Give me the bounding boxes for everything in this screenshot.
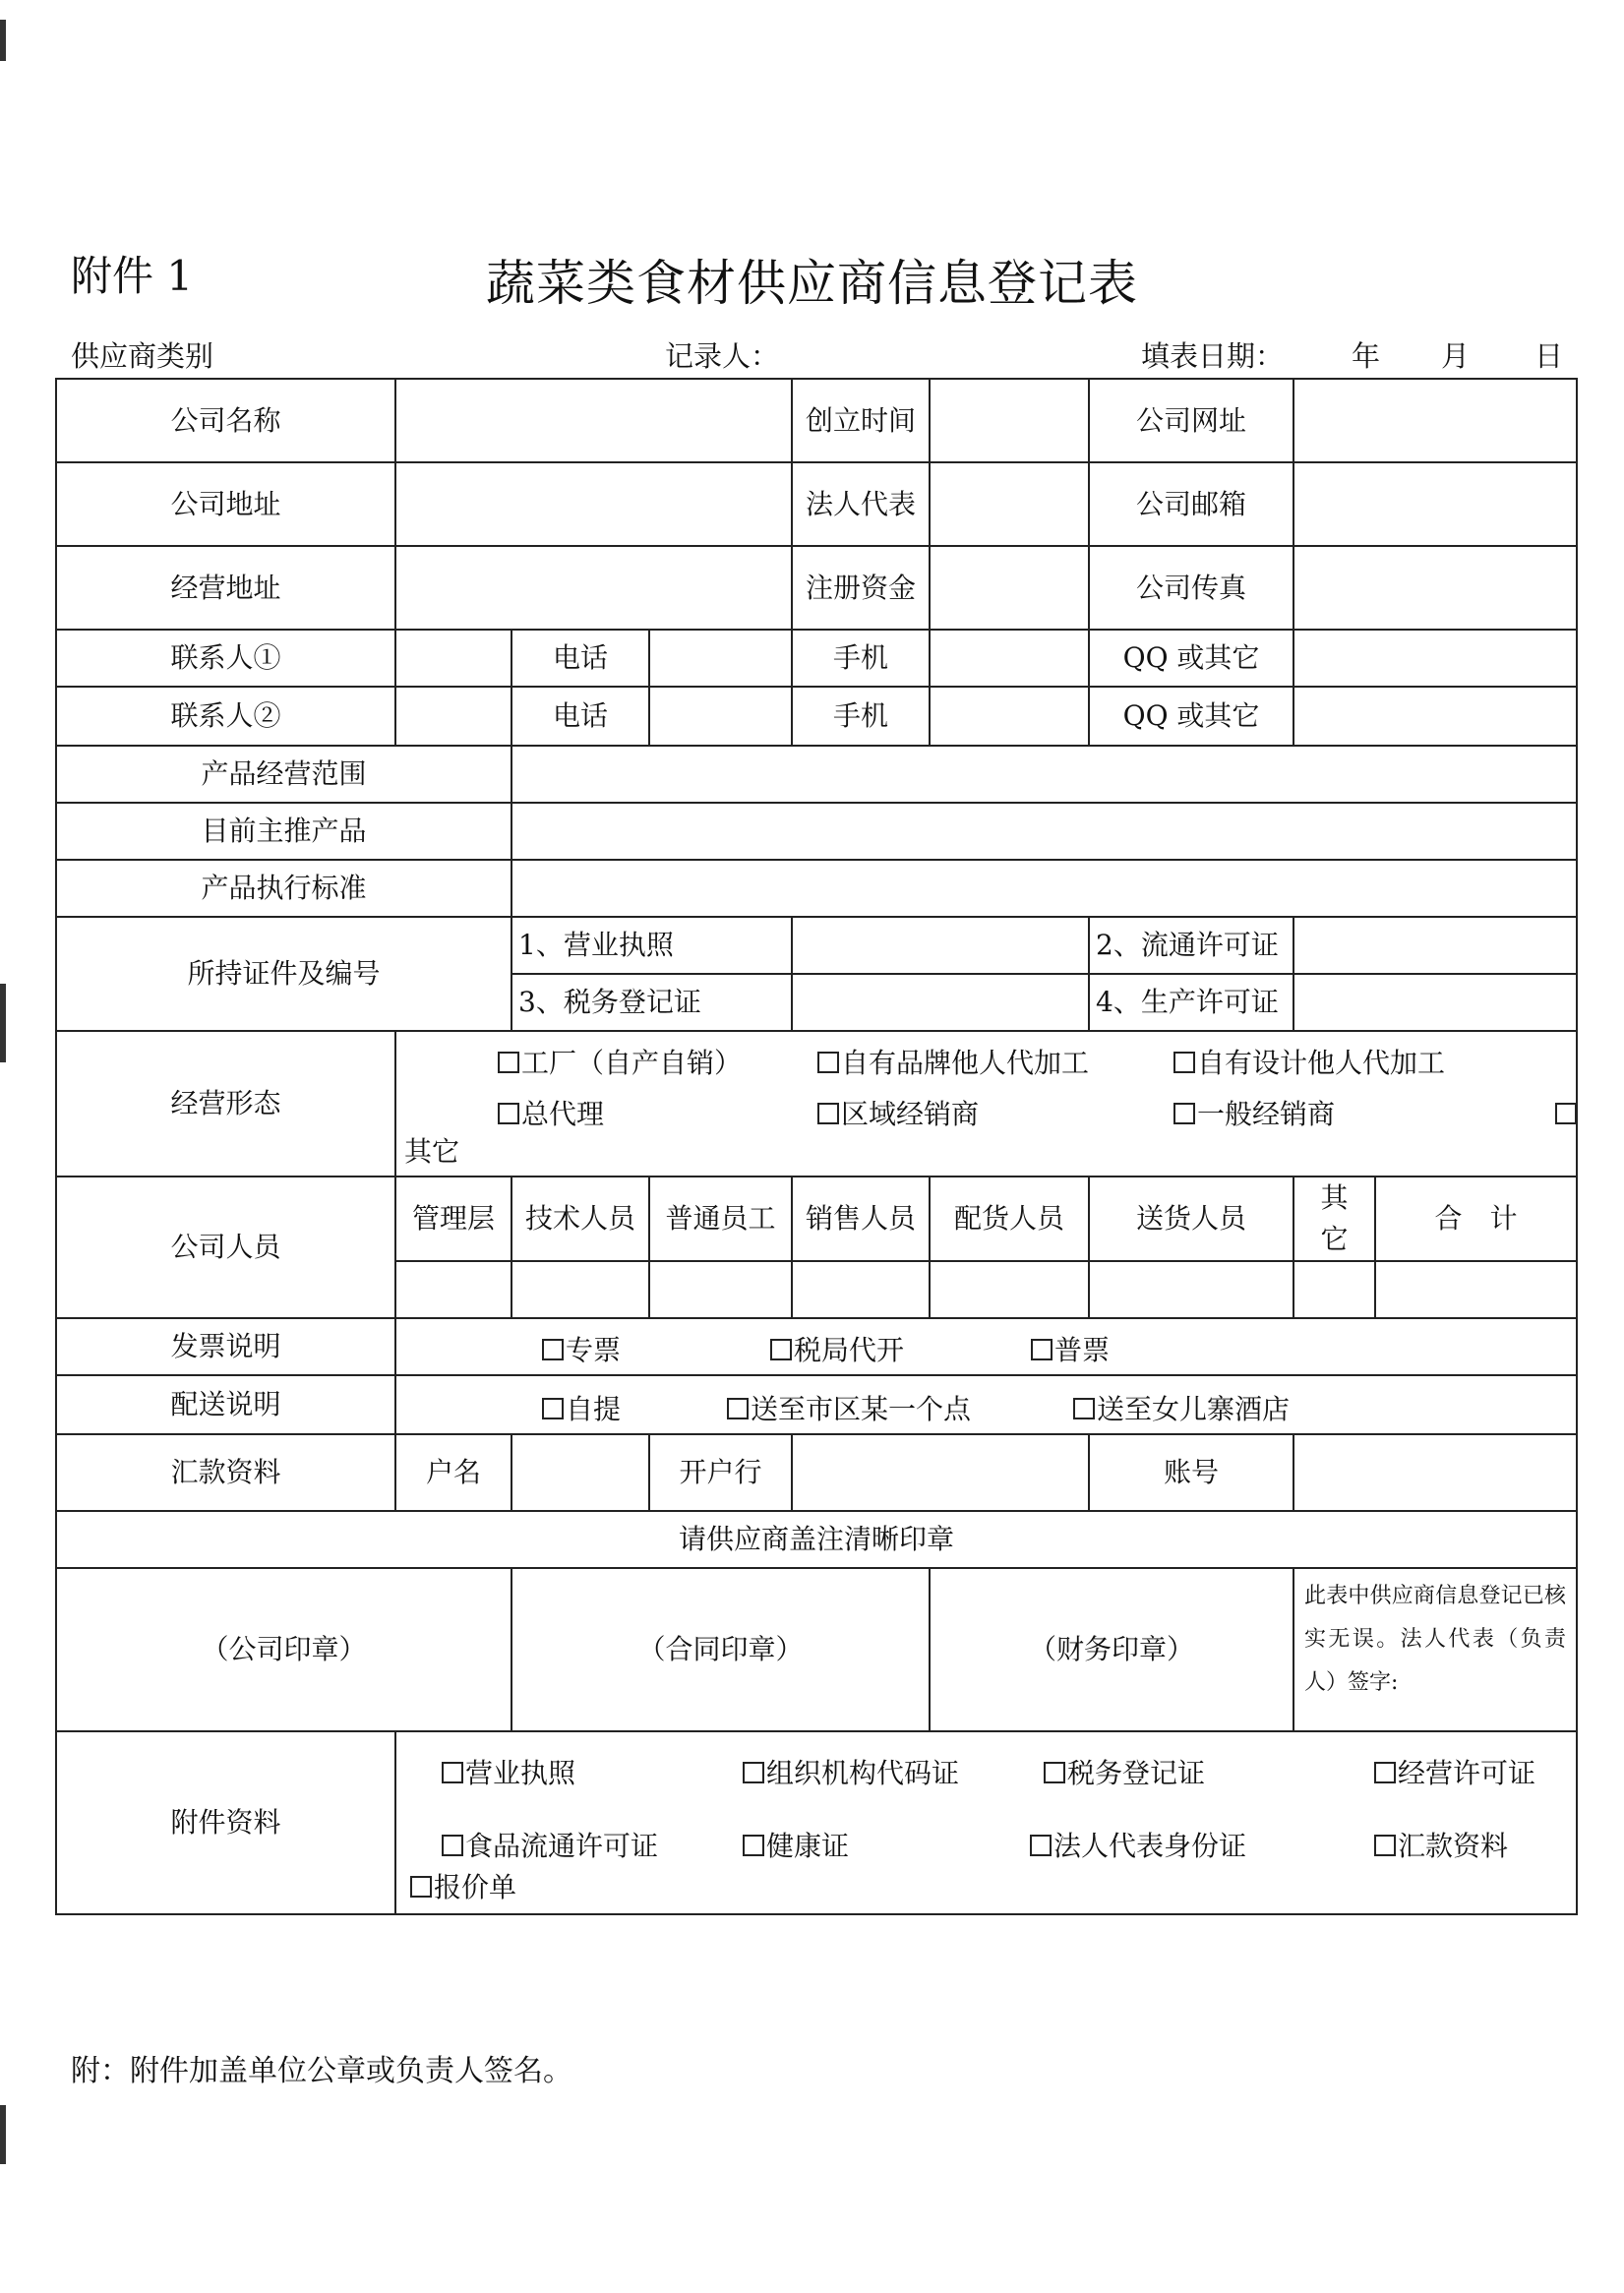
contact1-qq-field[interactable] bbox=[1293, 630, 1577, 687]
contact1-mobile-field[interactable] bbox=[930, 630, 1089, 687]
invoice-option-tax-bureau[interactable]: 税局代开 bbox=[770, 1329, 904, 1371]
row-seal-prompt bbox=[56, 1511, 1577, 1568]
cert-business-license-field[interactable] bbox=[792, 917, 1089, 974]
account-no-label: 账号 bbox=[1089, 1434, 1293, 1511]
att-food-circulation[interactable]: 食品流通许可证 bbox=[442, 1825, 658, 1867]
footnote: 附：附件加盖单位公章或负责人签名。 bbox=[71, 2054, 572, 2088]
email-label: 公司邮箱 bbox=[1089, 462, 1293, 546]
contact1-phone-field[interactable] bbox=[649, 630, 792, 687]
row-company-address bbox=[56, 462, 1577, 546]
registered-capital-field[interactable] bbox=[930, 546, 1089, 630]
business-address-label: 经营地址 bbox=[56, 546, 395, 630]
staff-sales-label: 销售人员 bbox=[792, 1177, 930, 1261]
checkbox-icon[interactable] bbox=[1044, 1762, 1065, 1783]
checkbox-icon[interactable] bbox=[498, 1052, 519, 1073]
row-invoice bbox=[56, 1318, 1577, 1375]
att-tax-registration[interactable]: 税务登记证 bbox=[1044, 1752, 1205, 1794]
attachment-number: 附件 1 bbox=[71, 252, 194, 300]
fax-field[interactable] bbox=[1293, 546, 1577, 630]
att-remittance[interactable]: 汇款资料 bbox=[1374, 1825, 1508, 1867]
cert-circulation-field[interactable] bbox=[1293, 917, 1577, 974]
bf-option-dealer[interactable]: 一般经销商 bbox=[1173, 1093, 1335, 1135]
row-business-address bbox=[56, 546, 1577, 630]
finance-seal-area[interactable]: （财务印章） bbox=[930, 1568, 1293, 1731]
bf-option-factory[interactable]: 工厂（自产自销） bbox=[498, 1042, 742, 1084]
product-standard-field[interactable] bbox=[511, 860, 1577, 917]
bank-label: 开户行 bbox=[649, 1434, 792, 1511]
contact2-label: 联系人② bbox=[56, 687, 395, 746]
bank-field[interactable] bbox=[792, 1434, 1089, 1511]
cert-circulation-label: 2、流通许可证 bbox=[1089, 917, 1293, 974]
att-quotation[interactable]: 报价单 bbox=[410, 1866, 516, 1908]
row-contact-1 bbox=[56, 630, 1577, 687]
business-address-field[interactable] bbox=[395, 546, 792, 630]
delivery-option-hotel[interactable]: 送至女儿寨酒店 bbox=[1073, 1388, 1290, 1430]
scan-edge-mark bbox=[0, 984, 6, 1062]
staff-other-field[interactable] bbox=[1293, 1261, 1375, 1318]
row-certificates-1 bbox=[56, 917, 1577, 974]
checkbox-icon[interactable] bbox=[817, 1052, 839, 1073]
account-no-field[interactable] bbox=[1293, 1434, 1577, 1511]
contact1-field[interactable] bbox=[395, 630, 511, 687]
contact1-label: 联系人① bbox=[56, 630, 395, 687]
attachments-options bbox=[395, 1731, 1577, 1914]
row-attachments bbox=[56, 1731, 1577, 1914]
registered-capital-label: 注册资金 bbox=[792, 546, 930, 630]
verification-note: 此表中供应商信息登记已核实无误。法人代表（负责人）签字: bbox=[1293, 1568, 1577, 1731]
checkbox-icon[interactable] bbox=[442, 1762, 463, 1783]
legal-rep-label: 法人代表 bbox=[792, 462, 930, 546]
staff-distribution-field[interactable] bbox=[930, 1261, 1089, 1318]
contact2-phone-label: 电话 bbox=[511, 687, 649, 746]
checkbox-icon[interactable] bbox=[410, 1876, 432, 1898]
product-scope-field[interactable] bbox=[511, 746, 1577, 803]
product-standard-label: 产品执行标准 bbox=[56, 860, 511, 917]
checkbox-icon[interactable] bbox=[770, 1339, 792, 1360]
delivery-option-city-point[interactable]: 送至市区某一个点 bbox=[727, 1388, 971, 1430]
fill-date-label: 填表日期： bbox=[1141, 339, 1285, 373]
checkbox-icon[interactable] bbox=[1374, 1762, 1396, 1783]
row-product-standard bbox=[56, 860, 1577, 917]
row-remittance bbox=[56, 1434, 1577, 1511]
contact2-field[interactable] bbox=[395, 687, 511, 746]
contact2-qq-field[interactable] bbox=[1293, 687, 1577, 746]
contact1-phone-label: 电话 bbox=[511, 630, 649, 687]
email-field[interactable] bbox=[1293, 462, 1577, 546]
founded-label: 创立时间 bbox=[792, 379, 930, 462]
staff-sales-field[interactable] bbox=[792, 1261, 930, 1318]
staff-distribution-label: 配货人员 bbox=[930, 1177, 1089, 1261]
checkbox-icon[interactable] bbox=[1173, 1103, 1195, 1124]
att-legal-rep-id[interactable]: 法人代表身份证 bbox=[1030, 1825, 1246, 1867]
cert-tax-label: 3、税务登记证 bbox=[511, 974, 792, 1031]
company-name-field[interactable] bbox=[395, 379, 792, 462]
scan-edge-mark bbox=[0, 2105, 6, 2164]
account-name-label: 户名 bbox=[395, 1434, 511, 1511]
attachments-label: 附件资料 bbox=[56, 1731, 395, 1914]
remittance-label: 汇款资料 bbox=[56, 1434, 395, 1511]
bf-option-odm[interactable]: 自有设计他人代加工 bbox=[1173, 1042, 1445, 1084]
checkbox-icon[interactable] bbox=[1030, 1835, 1052, 1856]
contact2-phone-field[interactable] bbox=[649, 687, 792, 746]
invoice-options bbox=[395, 1318, 1577, 1375]
invoice-label: 发票说明 bbox=[56, 1318, 395, 1375]
staff-management-label: 管理层 bbox=[395, 1177, 511, 1261]
staff-delivery-field[interactable] bbox=[1089, 1261, 1293, 1318]
staff-total-field[interactable] bbox=[1375, 1261, 1577, 1318]
invoice-option-general[interactable]: 普票 bbox=[1031, 1329, 1110, 1371]
cert-production-field[interactable] bbox=[1293, 974, 1577, 1031]
row-delivery bbox=[56, 1375, 1577, 1434]
legal-rep-field[interactable] bbox=[930, 462, 1089, 546]
checkbox-icon[interactable] bbox=[743, 1762, 764, 1783]
bf-option-general-agent[interactable]: 总代理 bbox=[498, 1093, 604, 1135]
delivery-options bbox=[395, 1375, 1577, 1434]
bf-option-regional[interactable]: 区域经销商 bbox=[817, 1093, 979, 1135]
checkbox-icon[interactable] bbox=[817, 1103, 839, 1124]
att-health-cert[interactable]: 健康证 bbox=[743, 1825, 849, 1867]
row-seals bbox=[56, 1568, 1577, 1731]
company-name-label: 公司名称 bbox=[56, 379, 395, 462]
row-contact-2 bbox=[56, 687, 1577, 746]
fax-label: 公司传真 bbox=[1089, 546, 1293, 630]
staff-technical-field[interactable] bbox=[511, 1261, 649, 1318]
cert-tax-field[interactable] bbox=[792, 974, 1089, 1031]
staff-other-label: 其它 bbox=[1293, 1177, 1375, 1261]
seal-prompt: 请供应商盖注清晰印章 bbox=[56, 1511, 1577, 1568]
recorder-label: 记录人： bbox=[665, 339, 780, 373]
staff-management-field[interactable] bbox=[395, 1261, 511, 1318]
att-org-code[interactable]: 组织机构代码证 bbox=[743, 1752, 959, 1794]
account-name-field[interactable] bbox=[511, 1434, 649, 1511]
website-label: 公司网址 bbox=[1089, 379, 1293, 462]
bf-option-other-label: 其它 bbox=[404, 1135, 460, 1168]
business-form-label: 经营形态 bbox=[56, 1031, 395, 1177]
row-main-products bbox=[56, 803, 1577, 860]
date-day: 日 bbox=[1534, 339, 1564, 373]
company-seal-area[interactable]: （公司印章） bbox=[56, 1568, 511, 1731]
product-scope-label: 产品经营范围 bbox=[56, 746, 511, 803]
delivery-option-pickup[interactable]: 自提 bbox=[542, 1388, 621, 1430]
staff-general-label: 普通员工 bbox=[649, 1177, 792, 1261]
checkbox-icon[interactable] bbox=[1173, 1052, 1195, 1073]
registration-form bbox=[55, 378, 1578, 1915]
form-title: 蔬菜类食材供应商信息登记表 bbox=[486, 255, 1138, 312]
bf-option-oem[interactable]: 自有品牌他人代加工 bbox=[817, 1042, 1089, 1084]
delivery-label: 配送说明 bbox=[56, 1375, 395, 1434]
company-address-field[interactable] bbox=[395, 462, 792, 546]
checkbox-icon[interactable] bbox=[1073, 1398, 1095, 1419]
checkbox-icon[interactable] bbox=[743, 1835, 764, 1856]
date-month: 月 bbox=[1441, 339, 1471, 373]
supplier-type-label: 供应商类别 bbox=[71, 339, 214, 373]
cert-production-label: 4、生产许可证 bbox=[1089, 974, 1293, 1031]
contact2-mobile-field[interactable] bbox=[930, 687, 1089, 746]
staff-technical-label: 技术人员 bbox=[511, 1177, 649, 1261]
contact2-mobile-label: 手机 bbox=[792, 687, 930, 746]
website-field[interactable] bbox=[1293, 379, 1577, 462]
date-year: 年 bbox=[1352, 339, 1381, 373]
checkbox-icon[interactable] bbox=[498, 1103, 519, 1124]
staff-label: 公司人员 bbox=[56, 1177, 395, 1318]
contact1-mobile-label: 手机 bbox=[792, 630, 930, 687]
certificates-label: 所持证件及编号 bbox=[56, 917, 511, 1031]
staff-delivery-label: 送货人员 bbox=[1089, 1177, 1293, 1261]
staff-general-field[interactable] bbox=[649, 1261, 792, 1318]
contact2-qq-label: QQ 或其它 bbox=[1089, 687, 1293, 746]
checkbox-icon[interactable] bbox=[542, 1339, 564, 1360]
main-products-label: 目前主推产品 bbox=[56, 803, 511, 860]
checkbox-icon[interactable] bbox=[1031, 1339, 1053, 1360]
row-staff-header bbox=[56, 1177, 1577, 1261]
contact1-qq-label: QQ 或其它 bbox=[1089, 630, 1293, 687]
staff-total-label: 合 计 bbox=[1375, 1177, 1577, 1261]
checkbox-icon[interactable] bbox=[727, 1398, 749, 1419]
row-product-scope bbox=[56, 746, 1577, 803]
contract-seal-area[interactable]: （合同印章） bbox=[511, 1568, 930, 1731]
checkbox-icon[interactable] bbox=[542, 1398, 564, 1419]
company-address-label: 公司地址 bbox=[56, 462, 395, 546]
business-form-options bbox=[395, 1031, 1577, 1177]
invoice-option-special[interactable]: 专票 bbox=[542, 1329, 621, 1371]
checkbox-icon[interactable] bbox=[1374, 1835, 1396, 1856]
att-business-permit[interactable]: 经营许可证 bbox=[1374, 1752, 1535, 1794]
checkbox-icon[interactable] bbox=[442, 1835, 463, 1856]
bf-other-checkbox-icon[interactable] bbox=[1555, 1103, 1577, 1124]
main-products-field[interactable] bbox=[511, 803, 1577, 860]
founded-field[interactable] bbox=[930, 379, 1089, 462]
row-business-form bbox=[56, 1031, 1577, 1177]
att-business-license[interactable]: 营业执照 bbox=[442, 1752, 575, 1794]
row-company-name bbox=[56, 379, 1577, 462]
scan-edge-mark bbox=[0, 20, 6, 61]
cert-business-license-label: 1、营业执照 bbox=[511, 917, 792, 974]
